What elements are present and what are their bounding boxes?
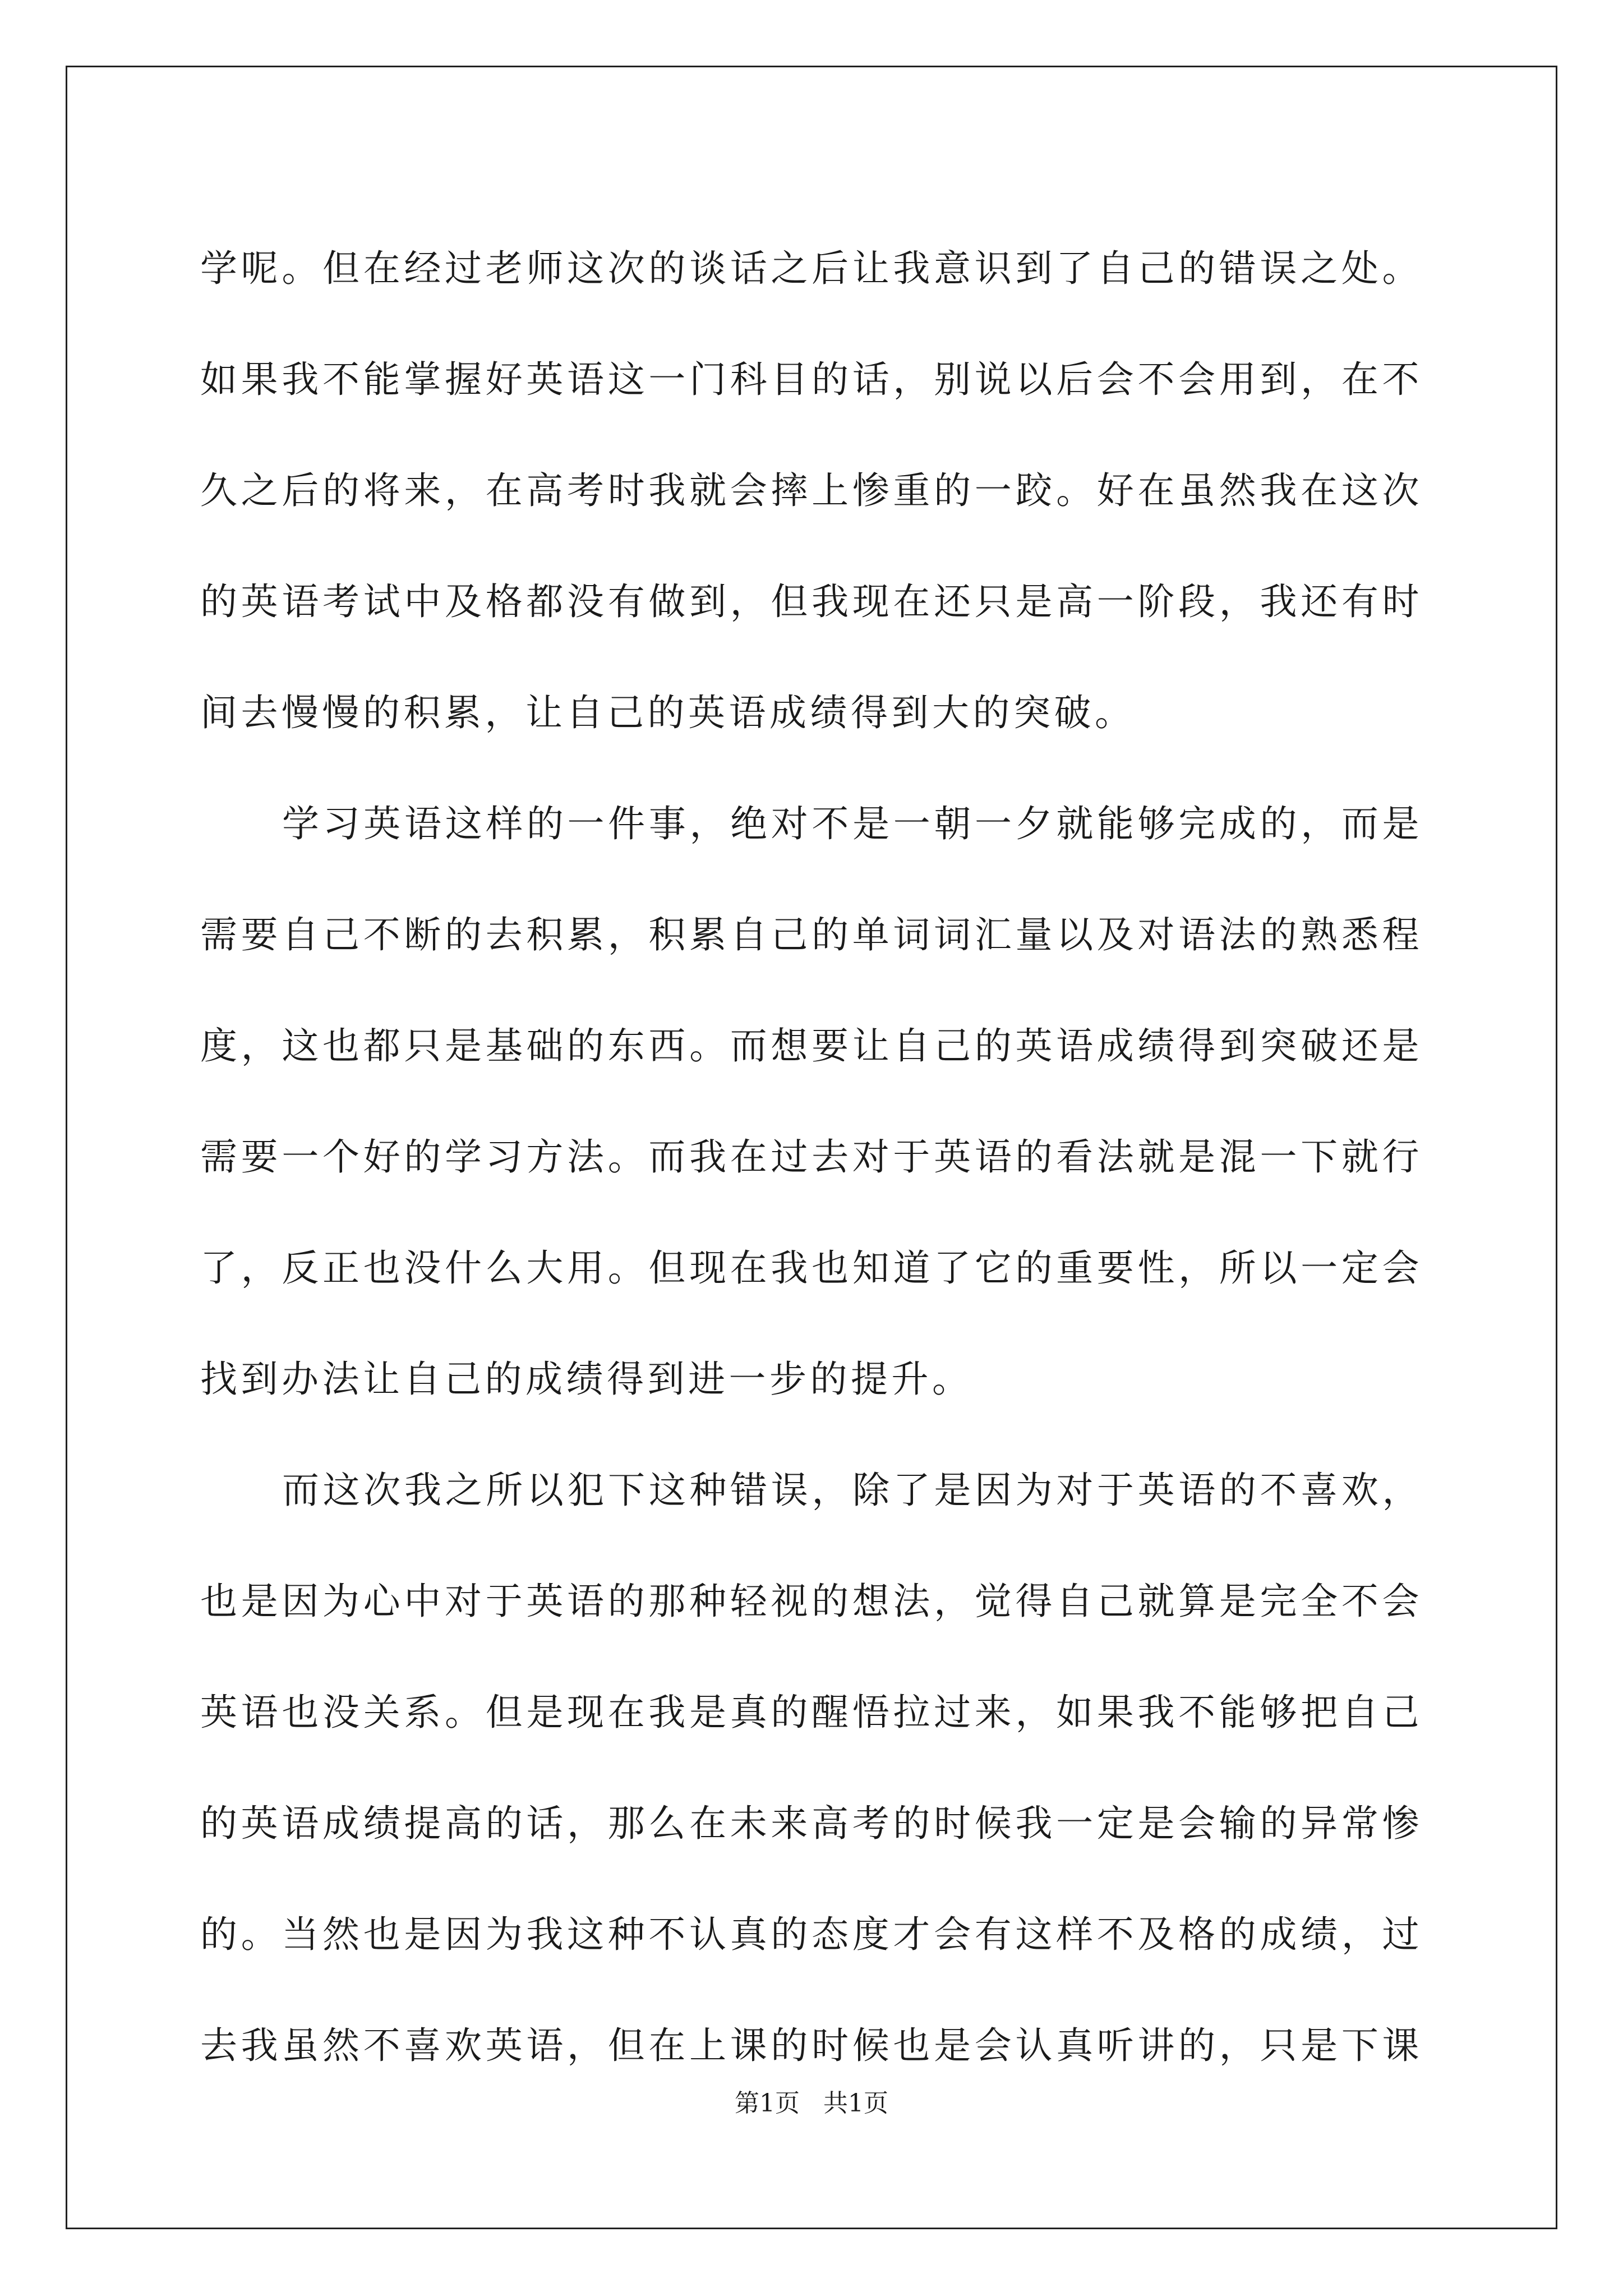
text-line: 而这次我之所以犯下这种错误，除了是因为对于英语的不喜欢， [282,1469,1423,1512]
text-line: 找到办法让自己的成绩得到进一步的提升。 [200,1358,973,1401]
text-line: 的。当然也是因为我这种不认真的态度才会有这样不及格的成绩，过 [200,1913,1423,1956]
text-line: 间去慢慢的积累，让自己的英语成绩得到大的突破。 [200,691,1136,734]
text-line: 如果我不能掌握好英语这一门科目的话，别说以后会不会用到，在不 [200,358,1423,401]
page-footer [0,2087,1623,2120]
text-line: 需要一个好的学习方法。而我在过去对于英语的看法就是混一下就行 [200,1135,1423,1179]
document-body [200,213,1423,2101]
text-line: 学呢。但在经过老师这次的谈话之后让我意识到了自己的错误之处。 [200,247,1423,290]
text-line: 的英语考试中及格都没有做到，但我现在还只是高一阶段，我还有时 [200,580,1423,623]
text-line: 也是因为心中对于英语的那种轻视的想法，觉得自己就算是完全不会 [200,1580,1423,1623]
text-line: 了，反正也没什么大用。但现在我也知道了它的重要性，所以一定会 [200,1246,1423,1290]
page-total: 共1页 [823,2089,888,2118]
text-line: 英语也没关系。但是现在我是真的醒悟拉过来，如果我不能够把自己 [200,1691,1423,1734]
text-line: 需要自己不断的去积累，积累自己的单词词汇量以及对语法的熟悉程 [200,913,1423,956]
page-number: 第1页 [735,2089,800,2118]
text-line: 去我虽然不喜欢英语，但在上课的时候也是会认真听讲的，只是下课 [200,2024,1423,2067]
text-line: 度，这也都只是基础的东西。而想要让自己的英语成绩得到突破还是 [200,1024,1423,1068]
text-line: 久之后的将来，在高考时我就会摔上惨重的一跤。好在虽然我在这次 [200,469,1423,512]
text-line: 的英语成绩提高的话，那么在未来高考的时候我一定是会输的异常惨 [200,1802,1423,1845]
text-line: 学习英语这样的一件事，绝对不是一朝一夕就能够完成的，而是 [282,802,1423,845]
